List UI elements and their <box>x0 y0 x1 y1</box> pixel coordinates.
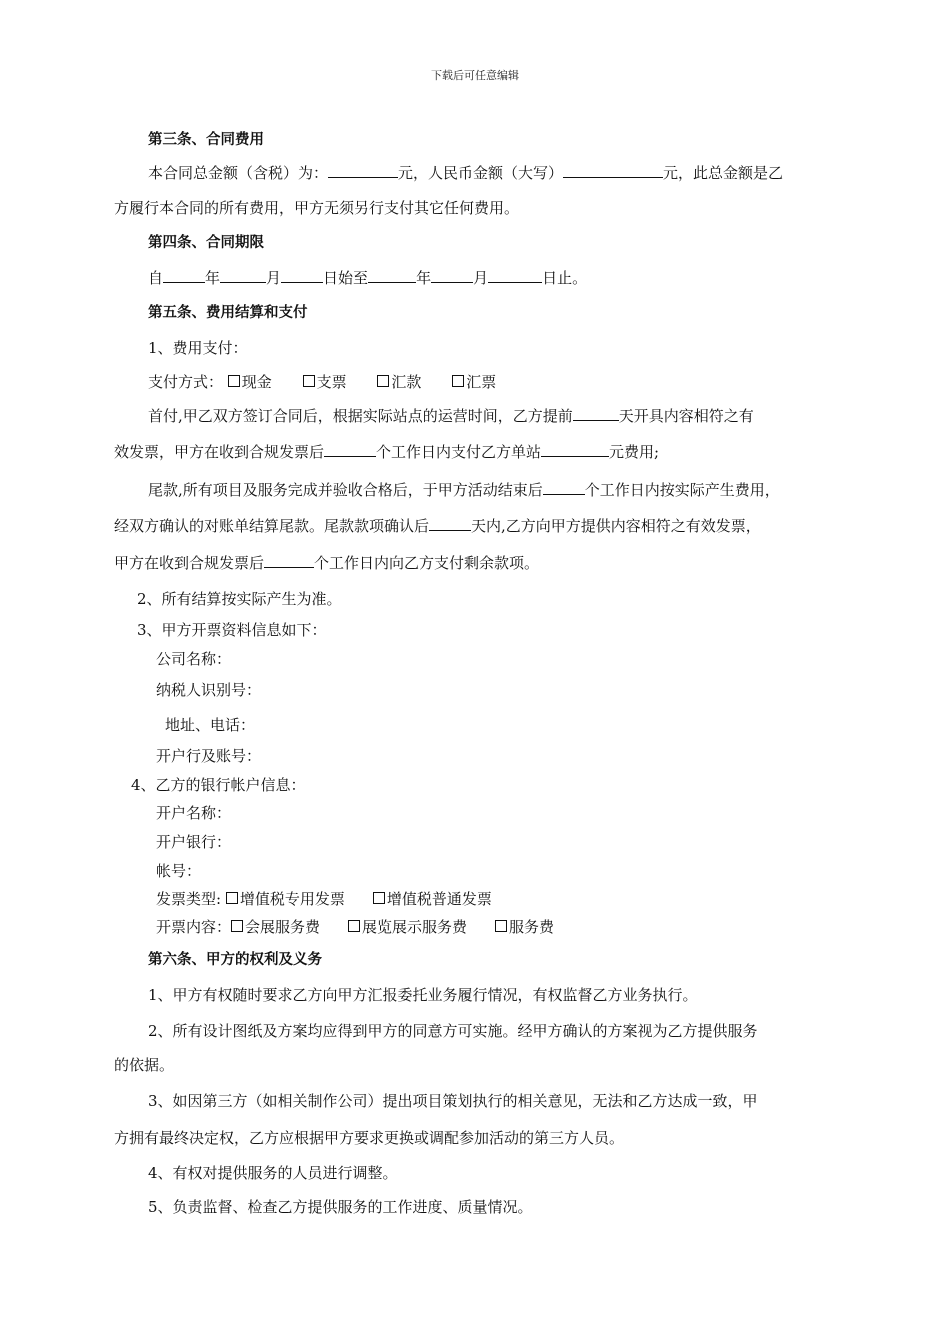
account-bank-label: 开户银行： <box>156 833 232 851</box>
art6-item-1: 1、甲方有权随时要求乙方向甲方汇报委托业务履行情况，有权监督乙方业务执行。 <box>148 986 698 1004</box>
term-year: 年 <box>205 269 221 287</box>
invoice-type-vat-general: 增值税普通发票 <box>386 890 492 908</box>
art6-item-5: 5、负责监督、检查乙方提供服务的工作进度、质量情况。 <box>148 1198 533 1216</box>
checkbox-vat-special[interactable] <box>226 892 238 904</box>
page-header: 下载后可任意编辑 <box>431 69 519 82</box>
final-payment-line-3 <box>114 553 539 573</box>
art6-item-3-line-2: 方拥有最终决定权，乙方应根据甲方要求更换或调配参加活动的第三方人员。 <box>114 1129 625 1147</box>
start-month-blank[interactable] <box>220 268 266 283</box>
station-fee-blank[interactable] <box>541 442 609 457</box>
first-payment-text-e: 元费用; <box>609 443 660 461</box>
article-3-title: 第三条、合同费用 <box>148 132 264 148</box>
end-day-blank[interactable] <box>488 268 542 283</box>
company-name-label: 公司名称： <box>156 650 232 668</box>
payment-method-label: 支付方式： <box>148 373 224 391</box>
item-2: 2、所有结算按实际产生为准。 <box>137 590 342 608</box>
total-amount-tail: 元，此总金额是乙 <box>663 164 784 182</box>
checkbox-cash[interactable] <box>228 375 240 387</box>
final-payment-text-e: 甲方在收到合规发票后 <box>114 554 265 572</box>
start-year-blank[interactable] <box>163 268 205 283</box>
term-month-2: 月 <box>473 269 489 287</box>
final-payment-text-b: 个工作日内按实际产生费用， <box>584 481 780 499</box>
first-payment-text-c: 效发票，甲方在收到合规发票后 <box>114 443 325 461</box>
pay-option-draft: 汇票 <box>466 373 497 391</box>
account-number-label: 帐号： <box>156 862 202 880</box>
checkbox-service-fee[interactable] <box>495 920 507 932</box>
invoice-content-line <box>156 917 554 937</box>
invoice-content-display-service: 展览展示服务费 <box>362 918 468 936</box>
first-payment-line-2 <box>114 442 659 462</box>
invoice-type-vat-special: 增值税专用发票 <box>239 890 345 908</box>
start-day-blank[interactable] <box>281 268 323 283</box>
final-payment-text-d: 天内,乙方向甲方提供内容相符之有效发票， <box>471 517 761 535</box>
checkbox-draft[interactable] <box>452 375 464 387</box>
article-4-title: 第四条、合同期限 <box>148 235 264 251</box>
final-payment-line-1 <box>148 480 780 500</box>
term-year-2: 年 <box>416 269 432 287</box>
rmb-amount-blank[interactable] <box>563 163 663 178</box>
art6-item-3-line-1: 3、如因第三方（如相关制作公司）提出项目策划执行的相关意见，无法和乙方达成一致，甲 <box>148 1092 758 1110</box>
final-workdays-blank[interactable] <box>543 480 585 495</box>
final-payment-text-a: 尾款,所有项目及服务完成并验收合格后，于甲方活动结束后 <box>148 481 543 499</box>
account-name-label: 开户名称： <box>156 804 232 822</box>
term-month: 月 <box>266 269 282 287</box>
first-payment-line-1 <box>148 406 754 426</box>
checkbox-exhibition-service[interactable] <box>231 920 243 932</box>
address-phone-label: 地址、电话： <box>165 716 256 734</box>
total-amount-label: 本合同总金额（含税）为： <box>148 164 329 182</box>
checkbox-display-service[interactable] <box>348 920 360 932</box>
final-payment-line-2 <box>114 516 761 536</box>
art6-item-2-line-2: 的依据。 <box>114 1056 175 1074</box>
item-3: 3、甲方开票资料信息如下： <box>137 621 327 639</box>
bank-account-label: 开户行及账号： <box>156 747 262 765</box>
pay-option-cash: 现金 <box>241 373 272 391</box>
item-1: 1、费用支付： <box>148 339 248 357</box>
checkbox-cheque[interactable] <box>303 375 315 387</box>
pay-option-cheque: 支票 <box>316 373 347 391</box>
invoice-days-blank[interactable] <box>429 516 471 531</box>
workdays-blank[interactable] <box>324 442 376 457</box>
end-year-blank[interactable] <box>368 268 416 283</box>
first-payment-text-a: 首付,甲乙双方签订合同后，根据实际站点的运营时间，乙方提前 <box>148 407 573 425</box>
rmb-amount-label: 元，人民币金额（大写） <box>398 164 564 182</box>
term-day-end: 日止。 <box>542 269 588 287</box>
first-payment-text-d: 个工作日内支付乙方单站 <box>376 443 542 461</box>
invoice-content-label: 开票内容： <box>156 918 232 936</box>
pay-option-remittance: 汇款 <box>391 373 422 391</box>
total-amount-line-2: 方履行本合同的所有费用，甲方无须另行支付其它任何费用。 <box>114 199 520 217</box>
article-5-title: 第五条、费用结算和支付 <box>148 305 308 321</box>
total-amount-blank[interactable] <box>328 163 398 178</box>
art6-item-2-line-1: 2、所有设计图纸及方案均应得到甲方的同意方可实施。经甲方确认的方案视为乙方提供服务 <box>148 1022 758 1040</box>
term-line <box>148 268 587 288</box>
final-payment-text-c: 经双方确认的对账单结算尾款。尾款款项确认后 <box>114 517 430 535</box>
invoice-content-exhibition-service: 会展服务费 <box>245 918 321 936</box>
article-6-title: 第六条、甲方的权利及义务 <box>148 952 322 968</box>
art6-item-4: 4、有权对提供服务的人员进行调整。 <box>148 1164 398 1182</box>
payment-method-line <box>148 372 496 392</box>
final-payment-text-f: 个工作日内向乙方支付剩余款项。 <box>314 554 540 572</box>
end-month-blank[interactable] <box>431 268 473 283</box>
item-4: 4、乙方的银行帐户信息： <box>131 776 306 794</box>
tax-id-label: 纳税人识别号： <box>156 681 262 699</box>
checkbox-vat-general[interactable] <box>373 892 385 904</box>
remaining-days-blank[interactable] <box>264 553 314 568</box>
term-from: 自 <box>148 269 164 287</box>
total-amount-line <box>148 163 783 183</box>
invoice-content-service-fee: 服务费 <box>509 918 555 936</box>
first-payment-text-b: 天开具内容相符之有 <box>618 407 754 425</box>
checkbox-remittance[interactable] <box>377 375 389 387</box>
term-day-start: 日始至 <box>323 269 369 287</box>
invoice-type-label: 发票类型: <box>156 890 226 908</box>
invoice-type-line <box>156 889 492 909</box>
advance-days-blank[interactable] <box>573 406 619 421</box>
